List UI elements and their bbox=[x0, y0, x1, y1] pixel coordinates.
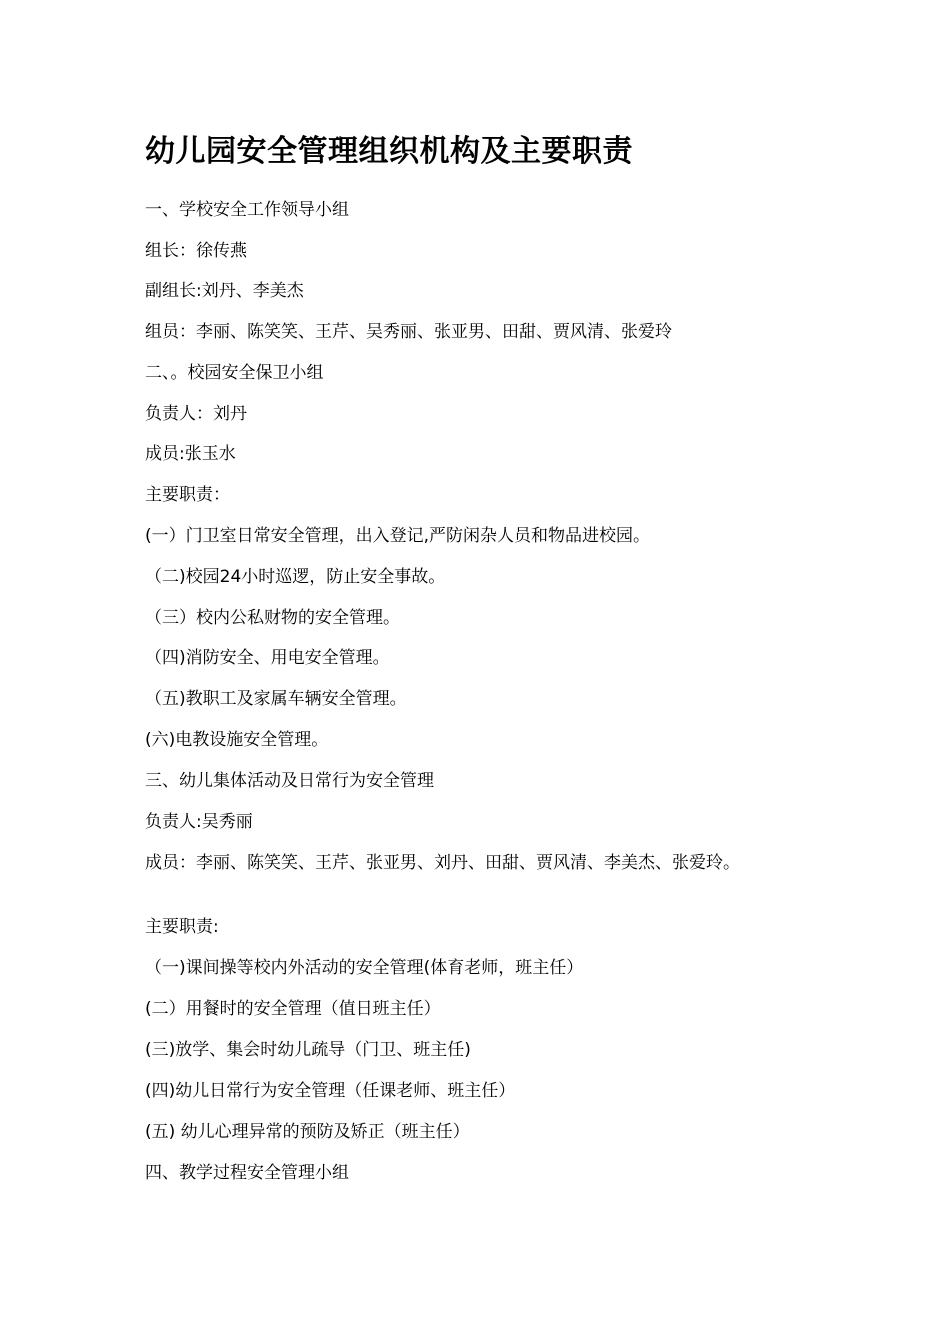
duty-item: （二)校园24小时巡逻，防止安全事故。 bbox=[145, 567, 446, 587]
duty-item: (六)电教设施安全管理。 bbox=[145, 730, 329, 750]
section-heading-4: 四、教学过程安全管理小组 bbox=[145, 1163, 349, 1183]
responsible-person-line: 负责人:吴秀丽 bbox=[145, 812, 253, 832]
document-title: 幼儿园安全管理组织机构及主要职责 bbox=[145, 134, 633, 169]
members-line: 组员：李丽、陈笑笑、王芹、吴秀丽、张亚男、田甜、贾风清、张爱玲 bbox=[145, 322, 672, 342]
duties-heading: 主要职责: bbox=[145, 917, 219, 937]
members-line: 成员:张玉水 bbox=[145, 444, 236, 464]
members-line: 成员：李丽、陈笑笑、王芹、张亚男、刘丹、田甜、贾风清、李美杰、张爱玲。 bbox=[145, 853, 740, 873]
duty-item: (四)幼儿日常行为安全管理（任课老师、班主任） bbox=[145, 1081, 516, 1101]
duty-item: (二）用餐时的安全管理（值日班主任） bbox=[145, 999, 441, 1019]
duty-item: （一)课间操等校内外活动的安全管理(体育老师，班主任） bbox=[145, 958, 584, 978]
deputy-leader-line: 副组长:刘丹、李美杰 bbox=[145, 281, 304, 301]
responsible-person-line: 负责人：刘丹 bbox=[145, 404, 247, 424]
duty-item: （五)教职工及家属车辆安全管理。 bbox=[145, 689, 407, 709]
section-heading-2: 二、。校园安全保卫小组 bbox=[145, 363, 324, 383]
duty-item: (一）门卫室日常安全管理，出入登记,严防闲杂人员和物品进校园。 bbox=[145, 526, 651, 546]
section-heading-3: 三、幼儿集体活动及日常行为安全管理 bbox=[145, 771, 434, 791]
duties-heading: 主要职责： bbox=[145, 485, 230, 505]
leader-line: 组长：徐传燕 bbox=[145, 241, 247, 261]
duty-item: (五) 幼儿心理异常的预防及矫正（班主任） bbox=[145, 1122, 470, 1142]
section-heading-1: 一、学校安全工作领导小组 bbox=[145, 200, 349, 220]
duty-item: （四)消防安全、用电安全管理。 bbox=[145, 648, 390, 668]
duty-item: （三）校内公私财物的安全管理。 bbox=[145, 608, 400, 628]
duty-item: (三)放学、集会时幼儿疏导（门卫、班主任) bbox=[145, 1040, 471, 1060]
